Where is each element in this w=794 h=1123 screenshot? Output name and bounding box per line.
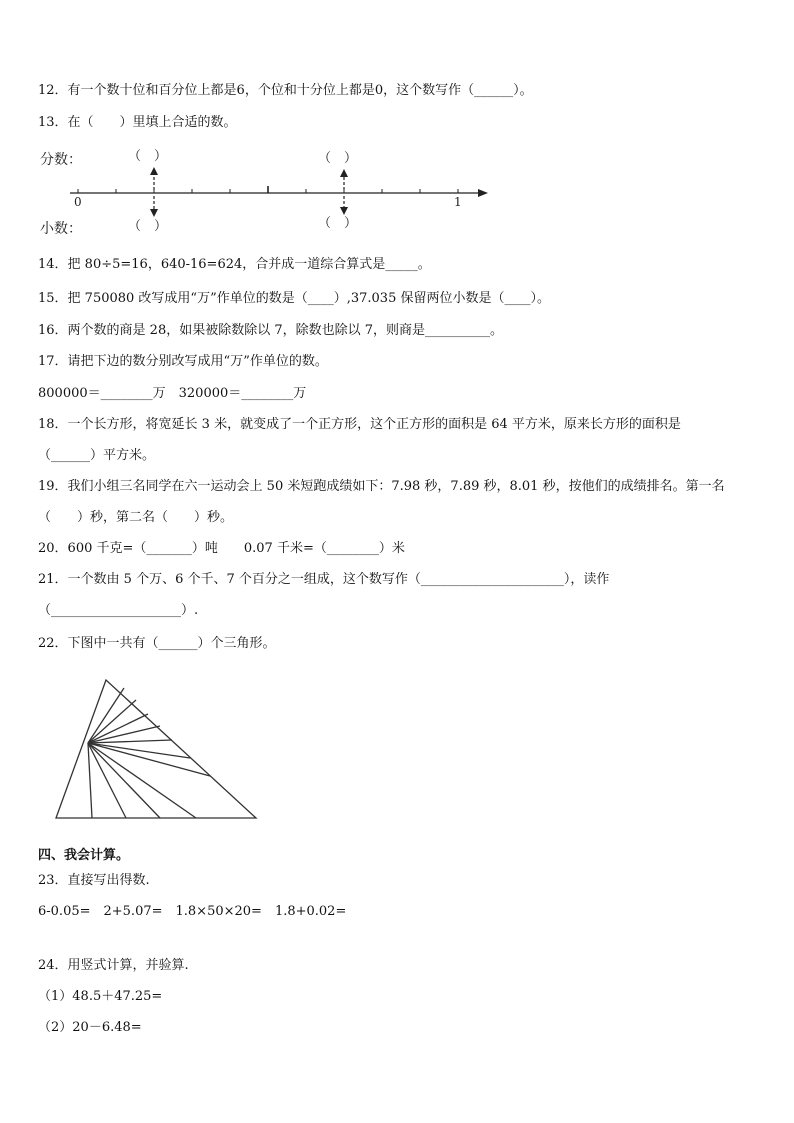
question-23-problems: 6-0.05= 2+5.07= 1.8×50×20= 1.8+0.02= (38, 904, 347, 919)
down-arrow-icon (340, 207, 348, 215)
question-19-cont: （ ）秒，第二名（ ）秒。 (38, 510, 234, 525)
triangle-figure (50, 672, 280, 832)
question-13: 13．在（ ）里填上合适的数。 (38, 115, 237, 130)
fraction-blank-2: （ ） (318, 151, 358, 166)
up-arrow-icon (150, 167, 158, 175)
question-15: 15．把 750080 改写成用“万”作单位的数是（____）,37.035 保留两位小数是（____）。 (38, 291, 550, 306)
question-24-part-2: （2）20－6.48= (38, 1020, 142, 1035)
up-arrow-icon (340, 169, 348, 177)
question-18-cont: （______）平方米。 (38, 448, 156, 463)
question-22: 22．下图中一共有（______）个三角形。 (38, 636, 276, 651)
question-21-cont: （____________________）. (38, 603, 199, 618)
question-14: 14．把 80÷5=16，640-16=624，合并成一道综合算式是_____。 (38, 257, 431, 272)
question-24-part-1: （1）48.5＋47.25= (38, 989, 163, 1004)
fraction-label: 分数： (40, 152, 82, 168)
tick-label-zero: 0 (74, 195, 82, 209)
question-17: 17．请把下边的数分别改写成用“万”作单位的数。 (38, 354, 328, 369)
axis-arrow-icon (478, 189, 488, 197)
down-arrow-icon (150, 209, 158, 217)
question-18: 18．一个长方形，将宽延长 3 米，就变成了一个正方形，这个正方形的面积是 64 平方米，原来长方形的面积是 (38, 417, 681, 432)
question-20: 20．600 千克=（_______）吨 0.07 千米=（________）米 (38, 541, 405, 556)
question-12: 12．有一个数十位和百分位上都是6，个位和十分位上都是0，这个数写作（______）。 (38, 83, 533, 98)
fraction-blank-1: （ ） (128, 149, 168, 164)
tick-label-one: 1 (454, 195, 462, 209)
question-17-conversions: 800000＝________万 320000＝________万 (38, 386, 307, 401)
number-line-figure (0, 140, 794, 240)
question-21: 21．一个数由 5 个万、6 个千、7 个百分之一组成，这个数写作（______________________），读作 (38, 572, 610, 587)
question-24: 24．用竖式计算，并验算. (38, 958, 189, 973)
decimal-blank-1: （ ） (128, 219, 168, 234)
question-23: 23．直接写出得数. (38, 873, 150, 888)
section-4-heading: 四、我会计算。 (38, 848, 130, 863)
question-19: 19．我们小组三名同学在六一运动会上 50 米短跑成绩如下：7.98 秒，7.89 秒，8.01 秒，按他们的成绩排名。第一名 (38, 479, 725, 494)
decimal-blank-2: （ ） (318, 216, 358, 231)
question-16: 16．两个数的商是 28，如果被除数除以 7，除数也除以 7，则商是__________。 (38, 323, 504, 338)
decimal-label: 小数： (40, 221, 82, 237)
